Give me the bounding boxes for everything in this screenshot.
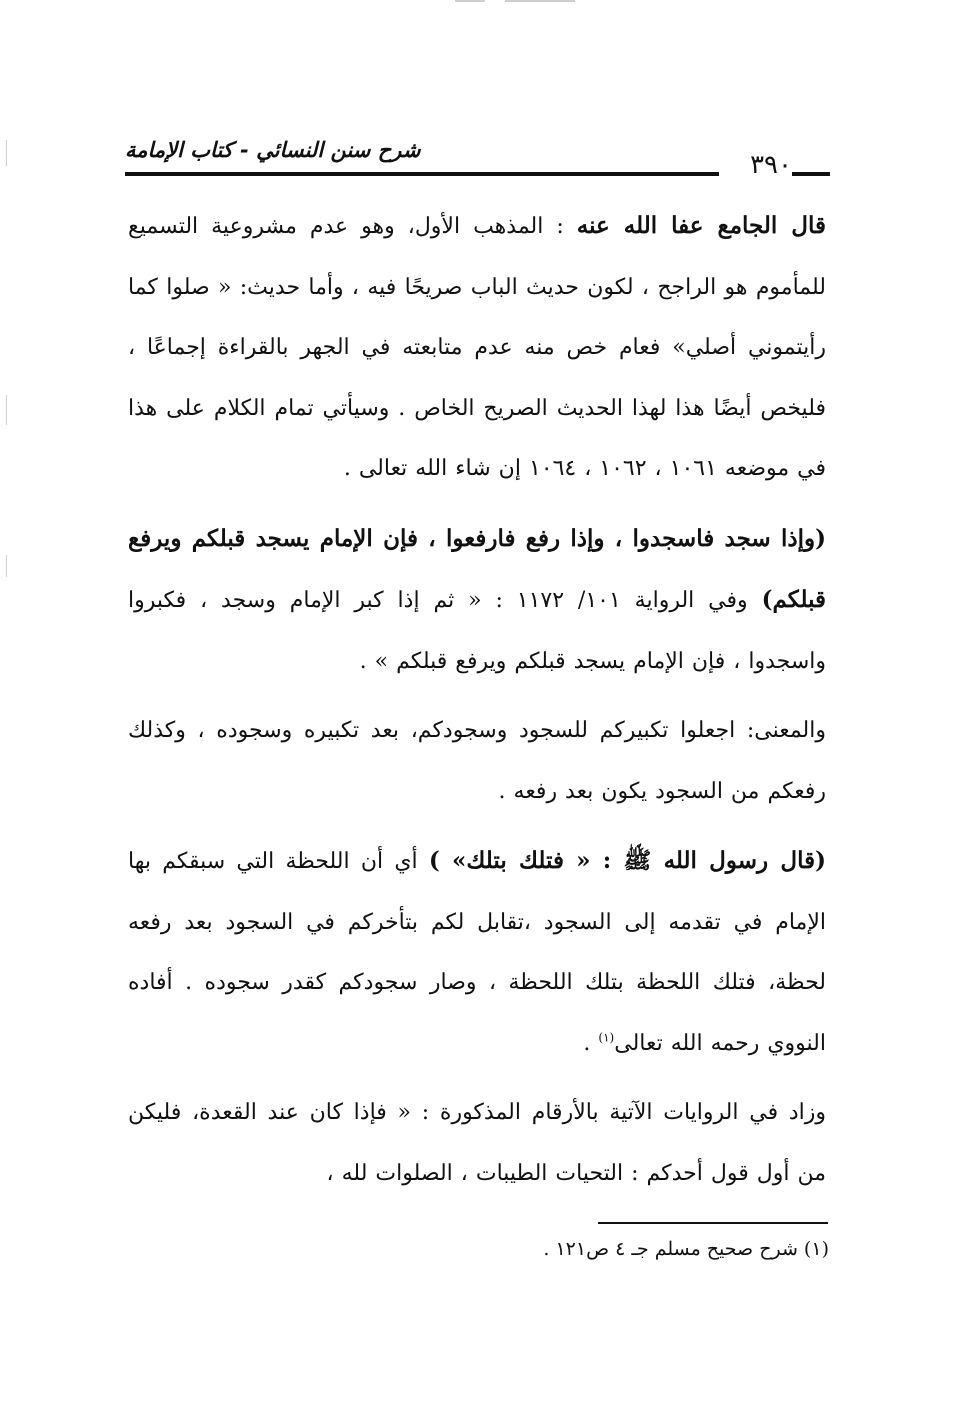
paragraph-2 (128, 509, 826, 693)
paragraph-1 (128, 196, 826, 500)
paragraph-text: : المذهب الأول، وهو عدم مشروعية التسميع للمأموم هو الراجح ، لكون حديث الباب صريحًا فيه ، وأما حديث: « صلوا كما رأيتموني أصلي» فعام خص منه عدم متابعته في الجهر بالقراءة إجماعًا ، فليخص أيضًا هذا لهذا الحديث الصريح الخاص . وسيأتي تمام الكلام على هذا في موضعه ١٠٦١ ، ١٠٦٢ ، ١٠٦٤ إن شاء الله تعالى . (128, 214, 826, 481)
margin-mark (6, 140, 7, 166)
footnote-reference: (١) (598, 1030, 615, 1045)
paragraph-text: وزاد في الروايات الآتية بالأرقام المذكورة : « فإذا كان عند القعدة، فليكن من أول قول أحدكم : التحيات الطيبات ، الصلوات لله ، (128, 1100, 826, 1186)
paragraph-text: أي أن اللحظة التي سبقكم بها الإمام في تقدمه إلى السجود ،تقابل لكم بتأخركم في السجود بعد رفعه لحظة، فتلك اللحظة بتلك اللحظة ، وصار سجودكم كقدر سجوده . أفاده النووي رحمه الله تعالى (128, 849, 826, 1056)
page-header (125, 132, 830, 192)
scan-artifact (505, 0, 575, 2)
scan-artifact (455, 0, 485, 2)
paragraph-3 (128, 701, 826, 822)
paragraph-lead: قال الجامع عفا الله عنه (576, 212, 827, 239)
paragraph-text: والمعنى: اجعلوا تكبيركم للسجود وسجودكم، بعد تكبيره وسجوده ، وكذلك رفعكم من السجود يكون بعد رفعه . (128, 718, 826, 804)
paragraph-end: . (583, 1030, 599, 1056)
running-title: شرح سنن النسائي - كتاب الإمامة (125, 138, 421, 162)
footnote-separator (598, 1222, 828, 1224)
margin-mark (6, 555, 7, 577)
paragraph-5 (128, 1083, 826, 1204)
header-rule (125, 172, 719, 176)
hadith-quote: (قال رسول الله ﷺ : « فتلك بتلك» ) (428, 847, 826, 874)
paragraph-4 (128, 831, 826, 1074)
header-rule-short (792, 172, 830, 176)
paragraph-text: وفي الرواية ١٠١/ ١١٧٢ : « ثم إذا كبر الإمام وسجد ، فكبروا واسجدوا ، فإن الإمام يسجد قبلكم ويرفع قبلكم » . (128, 588, 826, 674)
page-number: ٣٩٠ (750, 150, 792, 180)
margin-mark (6, 395, 7, 425)
hadith-quote: (وإذا سجد فاسجدوا ، وإذا رفع فارفعوا ، فإن الإمام يسجد قبلكم ويرفع قبلكم) (128, 524, 827, 613)
footnote: (١) شرح صحيح مسلم جـ ٤ ص١٢١ . (543, 1238, 829, 1260)
main-text (128, 196, 826, 1204)
